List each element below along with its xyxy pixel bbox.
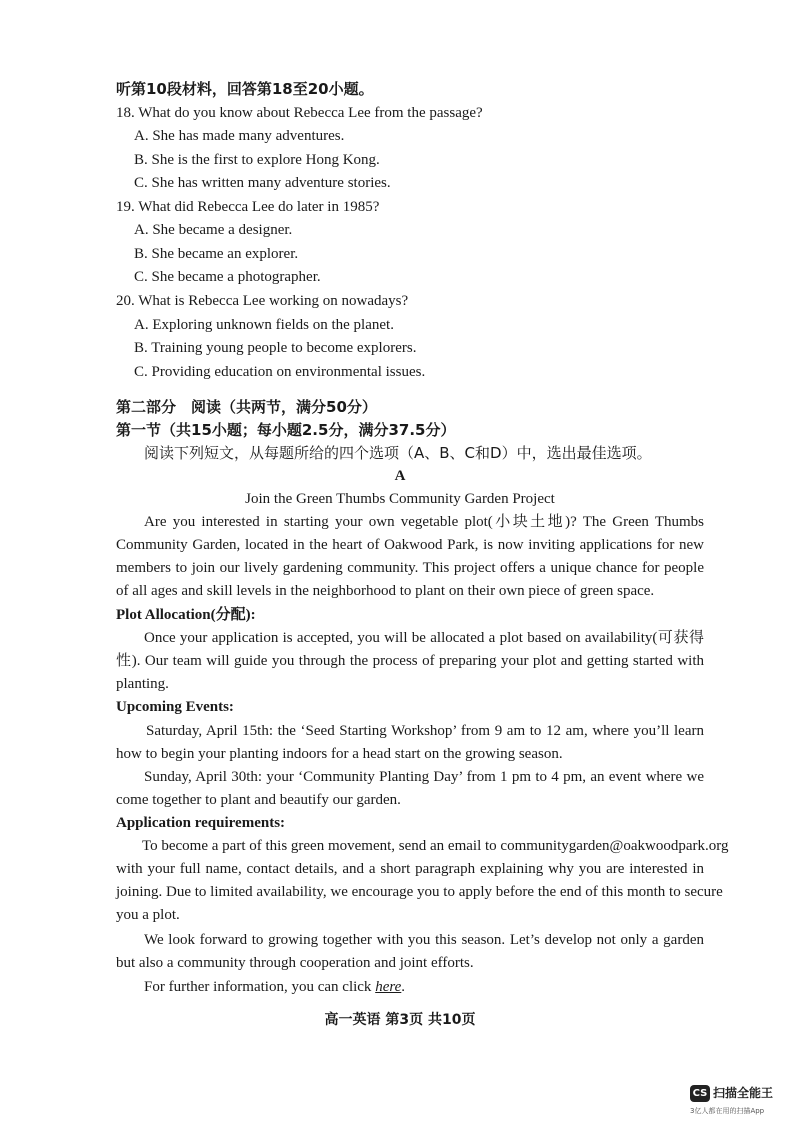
further-info-end: . bbox=[401, 979, 406, 995]
scanner-watermark bbox=[690, 1085, 790, 1125]
intro-line-4: of all ages and skill levels in the neighborhood to plant on their own piece of green space. bbox=[116, 583, 655, 599]
intro-line-2: Community Garden, located in the heart of Oakwood Park, is now inviting applications for new bbox=[116, 537, 704, 553]
intro-line-3: members to join our lively gardening community. This project offers a unique chance for people bbox=[116, 560, 704, 576]
closing-line-1: We look forward to growing together with you this season. Let’s develop not only a garden bbox=[144, 932, 704, 948]
requirements-line-1: To become a part of this green movement, send an email to communitygarden@oakwoodpark.org bbox=[142, 838, 729, 854]
question-20-option-a: A. Exploring unknown fields on the planet. bbox=[134, 317, 394, 333]
plot-line-2: 性). Our team will guide you through the process of preparing your plot and getting started with bbox=[116, 653, 704, 669]
question-20-stem: 20. What is Rebecca Lee working on nowadays? bbox=[116, 293, 409, 309]
question-19-option-b: B. She became an explorer. bbox=[134, 246, 299, 262]
here-link[interactable]: here bbox=[375, 979, 402, 995]
event2-line-1: Sunday, April 30th: your ‘Community Planting Day’ from 1 pm to 4 pm, an event where we bbox=[144, 769, 704, 785]
page-footer: 高一英语 第3页 共10页 bbox=[324, 1012, 476, 1028]
event1-line-1: Saturday, April 15th: the ‘Seed Starting Workshop’ from 9 am to 12 am, where you’ll learn bbox=[146, 723, 704, 739]
passage-letter: A bbox=[394, 468, 406, 484]
question-20-option-c: C. Providing education on environmental issues. bbox=[134, 364, 426, 380]
plot-line-3: planting. bbox=[116, 676, 169, 692]
question-19-stem: 19. What did Rebecca Lee do later in 1985? bbox=[116, 199, 380, 215]
further-info-text: For further information, you can click bbox=[144, 979, 376, 995]
further-info-line bbox=[144, 977, 405, 997]
requirements-line-2: with your full name, contact details, and a short paragraph explaining why you are interested in bbox=[116, 861, 704, 877]
scanner-tagline: 3亿人都在用的扫描App bbox=[690, 1107, 765, 1115]
plot-line-1: Once your application is accepted, you will be allocated a plot based on availability(可获得 bbox=[144, 630, 704, 646]
part2-title: 第二部分 阅读（共两节，满分50分） bbox=[116, 398, 377, 416]
requirements-heading: Application requirements: bbox=[116, 815, 286, 831]
passage-title: Join the Green Thumbs Community Garden Project bbox=[245, 491, 555, 507]
camscanner-logo-icon: CS bbox=[690, 1085, 710, 1102]
question-20-option-b: B. Training young people to become explorers. bbox=[134, 340, 417, 356]
question-18-option-c: C. She has written many adventure stories. bbox=[134, 175, 391, 191]
question-19-option-a: A. She became a designer. bbox=[134, 222, 293, 238]
intro-line-1: Are you interested in starting your own vegetable plot(小块土地)? The Green Thumbs bbox=[144, 514, 704, 530]
scanner-app-name: 扫描全能王 bbox=[713, 1086, 774, 1100]
question-19-option-c: C. She became a photographer. bbox=[134, 269, 321, 285]
event2-line-2: come together to plant and beautify our garden. bbox=[116, 792, 401, 808]
plot-heading: Plot Allocation(分配): bbox=[116, 607, 256, 623]
question-18-stem: 18. What do you know about Rebecca Lee from the passage? bbox=[116, 105, 483, 121]
requirements-line-4: you a plot. bbox=[116, 907, 180, 923]
question-18-option-b: B. She is the first to explore Hong Kong. bbox=[134, 152, 380, 168]
event1-line-2: how to begin your planting indoors for a head start on the growing season. bbox=[116, 746, 563, 762]
section1-title: 第一节（共15小题；每小题2.5分，满分37.5分） bbox=[116, 421, 456, 439]
closing-line-2: but also a community through cooperation and joint efforts. bbox=[116, 955, 474, 971]
section10-heading: 听第10段材料，回答第18至20小题。 bbox=[116, 80, 374, 98]
reading-instruction: 阅读下列短文，从每题所给的四个选项（A、B、C和D）中，选出最佳选项。 bbox=[144, 444, 652, 462]
requirements-line-3: joining. Due to limited availability, we encourage you to apply before the end of this month to secure bbox=[116, 884, 723, 900]
question-18-option-a: A. She has made many adventures. bbox=[134, 128, 345, 144]
events-heading: Upcoming Events: bbox=[116, 699, 234, 715]
